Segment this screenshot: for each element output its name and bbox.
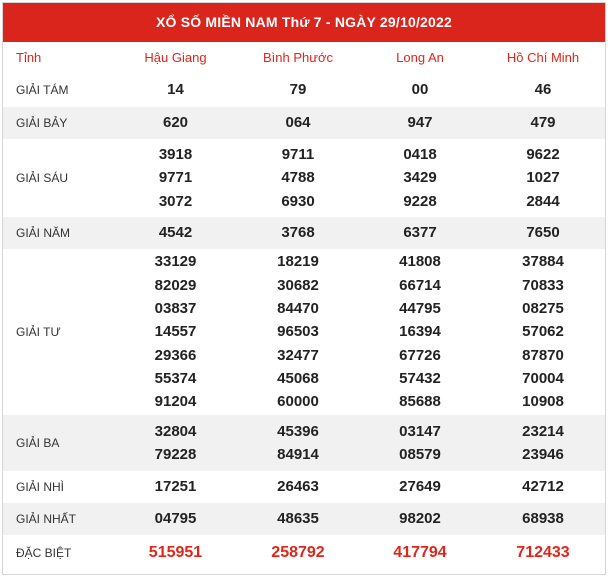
prize-number: 57062: [522, 323, 564, 341]
prize-number: 064: [285, 114, 311, 132]
table-header-row: [3, 42, 605, 73]
prize-cell: [237, 107, 359, 139]
prize-number: 70004: [522, 369, 564, 387]
prize-number: 16394: [399, 323, 441, 341]
table-row: [3, 107, 605, 139]
prize-cell: [359, 217, 481, 249]
prize-number: 9711: [281, 146, 315, 164]
province-binh-phuoc[interactable]: Bình Phước: [263, 50, 333, 65]
prize-cell: [237, 535, 359, 571]
prize-number: 417794: [393, 544, 447, 562]
prize-number: 03837: [154, 300, 197, 318]
prize-number: 66714: [399, 276, 441, 294]
prize-number: 7650: [526, 224, 560, 242]
prize-number: 10908: [522, 393, 564, 411]
prize-number: 479: [530, 114, 556, 132]
prize-cell: [481, 503, 605, 535]
prize-label: GIẢI NHÌ: [16, 480, 65, 494]
province-long-an[interactable]: Long An: [396, 50, 444, 65]
results-panel: [2, 2, 606, 575]
prize-number: 70833: [522, 276, 564, 294]
prize-label: GIẢI SÁU: [16, 171, 69, 185]
prize-cell: [237, 503, 359, 535]
prize-cell: [114, 139, 237, 217]
prize-cell: [359, 535, 481, 571]
prize-number: 08579: [399, 446, 441, 463]
prize-number: 18219: [277, 253, 319, 271]
prize-cell: [114, 107, 237, 139]
prize-number: 14557: [154, 323, 197, 341]
prize-label: GIẢI BẢY: [3, 107, 114, 139]
prize-number: 3429: [403, 169, 437, 187]
prize-number: 00: [411, 81, 429, 99]
prize-number: 515951: [148, 544, 203, 562]
prize-cell: [359, 73, 481, 107]
prize-number: 45396: [277, 422, 319, 440]
prize-cell: [114, 217, 237, 249]
results-table: [3, 42, 605, 571]
prize-number: 96503: [277, 323, 319, 341]
table-row: [3, 503, 605, 535]
prize-cell: [359, 415, 481, 471]
prize-label: GIẢI TÁM: [16, 83, 69, 97]
prize-cell: [114, 73, 237, 107]
prize-label: GIẢI NHẤT: [3, 503, 114, 535]
prize-number: 48635: [277, 510, 319, 528]
prize-cell: [114, 471, 237, 503]
prize-number: 947: [407, 114, 433, 132]
prize-number: 17251: [154, 478, 197, 496]
prize-number: 98202: [399, 510, 441, 528]
province-ho-chi-minh[interactable]: Hồ Chí Minh: [506, 50, 580, 65]
prize-number: 84470: [277, 300, 319, 318]
prize-number: 1027: [526, 169, 560, 187]
table-row: [3, 249, 605, 415]
prize-cell: [114, 249, 237, 415]
prize-number: 55374: [154, 369, 197, 387]
prize-number: 32804: [154, 422, 197, 440]
prize-cell: [237, 73, 359, 107]
prize-cell: [481, 73, 605, 107]
prize-cell: [359, 139, 481, 217]
prize-number: 91204: [154, 393, 197, 411]
prize-cell: [481, 471, 605, 503]
prize-number: 03147: [399, 422, 441, 440]
prize-number: 26463: [277, 478, 319, 496]
prize-cell: [481, 415, 605, 471]
prize-number: 46: [534, 81, 552, 99]
prize-cell: [359, 503, 481, 535]
prize-cell: [237, 415, 359, 471]
prize-number: 9771: [158, 169, 193, 187]
table-row: [3, 535, 605, 571]
prize-cell: [359, 107, 481, 139]
prize-cell: [237, 249, 359, 415]
prize-number: 85688: [399, 393, 441, 411]
prize-cell: [237, 217, 359, 249]
prize-cell: [481, 139, 605, 217]
prize-number: 30682: [277, 276, 319, 294]
prize-number: 9622: [526, 146, 560, 164]
table-row: [3, 471, 605, 503]
prize-number: 620: [162, 114, 189, 132]
prize-number: 08275: [522, 300, 564, 318]
province-hau-giang[interactable]: Hậu Giang: [144, 50, 207, 65]
prize-number: 68938: [522, 510, 564, 528]
prize-cell: [359, 249, 481, 415]
prize-number: 42712: [522, 478, 564, 496]
prize-number: 41808: [399, 253, 441, 271]
page-title: XỔ SỐ MIỀN NAM Thứ 7 - NGÀY 29/10/2022: [3, 3, 605, 42]
prize-number: 3768: [281, 224, 315, 242]
prize-cell: [237, 471, 359, 503]
prize-label: GIẢI BA: [3, 415, 114, 471]
prize-number: 4542: [158, 224, 193, 242]
prize-label: ĐẶC BIỆT: [16, 546, 72, 560]
prize-cell: [481, 535, 605, 571]
prize-label: GIẢI TƯ: [16, 325, 61, 339]
prize-number: 0418: [403, 146, 437, 164]
prize-number: 4788: [281, 169, 315, 187]
prize-number: 57432: [399, 369, 441, 387]
prize-cell: [114, 415, 237, 471]
prize-number: 04795: [154, 510, 197, 528]
prize-number: 37884: [522, 253, 564, 271]
prize-number: 45068: [277, 369, 319, 387]
prize-number: 60000: [277, 393, 319, 411]
prize-number: 3072: [158, 192, 193, 210]
prize-number: 84914: [277, 446, 319, 463]
prize-number: 6930: [281, 192, 315, 210]
table-row: [3, 415, 605, 471]
table-row: [3, 73, 605, 107]
prize-cell: [114, 535, 237, 571]
prize-number: 32477: [277, 346, 319, 364]
prize-number: 14: [167, 81, 184, 99]
prize-number: 79: [289, 81, 307, 99]
prize-number: 712433: [516, 544, 570, 562]
header-label: Tỉnh: [16, 50, 42, 65]
prize-number: 82029: [154, 276, 197, 294]
prize-number: 2844: [526, 192, 560, 210]
prize-cell: [481, 249, 605, 415]
prize-cell: [359, 471, 481, 503]
prize-number: 44795: [399, 300, 441, 318]
prize-number: 3918: [158, 146, 193, 164]
prize-cell: [237, 139, 359, 217]
prize-label: GIẢI NĂM: [3, 217, 114, 249]
prize-number: 79228: [154, 446, 197, 463]
prize-cell: [114, 503, 237, 535]
prize-number: 33129: [154, 253, 197, 271]
prize-number: 23214: [522, 422, 564, 440]
prize-cell: [481, 107, 605, 139]
prize-number: 23946: [522, 446, 564, 463]
table-row: [3, 139, 605, 217]
prize-cell: [481, 217, 605, 249]
prize-number: 6377: [403, 224, 437, 242]
prize-number: 67726: [399, 346, 441, 364]
prize-number: 258792: [271, 544, 325, 562]
prize-number: 27649: [399, 478, 441, 496]
table-row: [3, 217, 605, 249]
prize-number: 29366: [154, 346, 197, 364]
prize-number: 87870: [522, 346, 564, 364]
prize-number: 9228: [403, 192, 437, 210]
